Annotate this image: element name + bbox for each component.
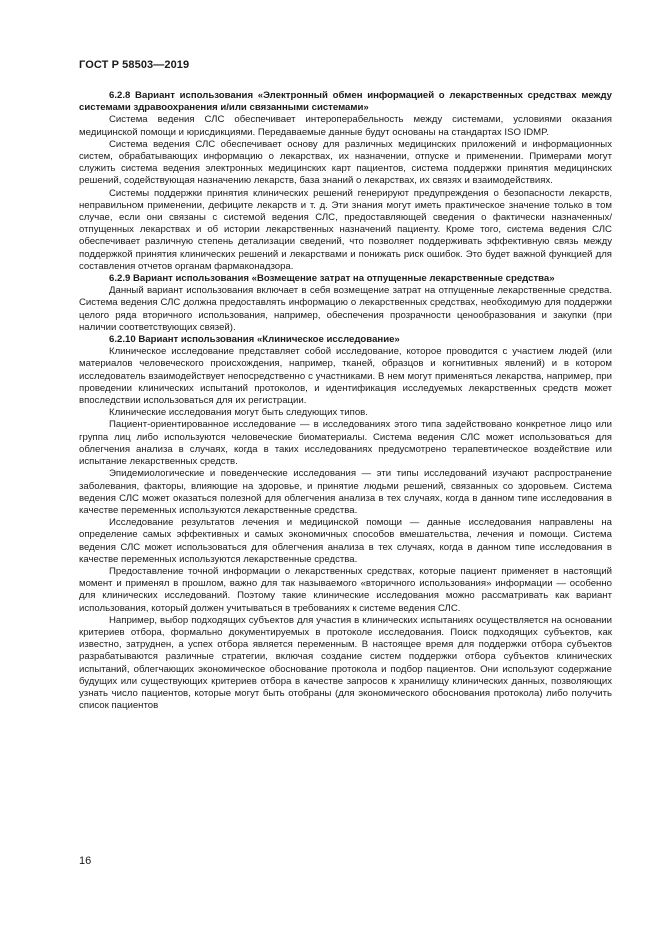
section-heading-6-2-8: 6.2.8 Вариант использования «Электронный обмен информацией о лекарственных средствах между системами здравоохранения и/или связанными системами» [79,90,612,114]
paragraph: Исследование результатов лечения и медицинской помощи — данные исследования направлены на определение самых эффективных и самых экономичных способов вмешательства, лечения и помощи. Система ведения СЛС может использоваться для облегчения анализа в тех случаях, когда в данном типе исследования в качестве переменных используются лекарственные средства. [79,517,612,565]
paragraph: Система ведения СЛС обеспечивает основу для различных медицинских приложений и информационных систем, обрабатывающих информацию о лекарствах, их назначении, отпуске и применении. Примерами могут служить система ведения электронных медицинских карт пациентов, система поддержки принятия медицинских решений, содействующая назначению лекарств, база знаний о лекарствах, их связях и взаимодействиях. [79,138,612,187]
paragraph: Например, выбор подходящих субъектов для участия в клинических испытаниях осуществляется на основании критериев отбора, формально документируемых в протоколе исследования. Поиск подходящих субъектов, как известно, затруднен, а успех отбора является переменным. В настоящее время для поддержки отбора субъектов разрабатываются различные стратегии, включая создание систем поддержки отбора субъектов клинических испытаний, облегчающих экономическое обоснование протокола и подбор пациентов. Они используют содержание будущих или существующих критериев отбора в качестве запросов к хранилищу клинических данных, позволяющих узнать число пациентов, которые могут быть отобраны (для экономического обоснования протокола) либо получить список пациентов [79,614,612,712]
paragraph: Клинические исследования могут быть следующих типов. [109,407,368,419]
paragraph: Эпидемиологические и поведенческие исследования — эти типы исследований изучают распространение заболевания, факторы, влияющие на здоровье, и принятие людьми решений, связанных со здоровьем. Система ведения СЛС может оказаться полезной для облегчения анализа в тех случаях, когда в данном типе исследования в качестве переменных используются лекарственные средства. [79,468,612,516]
paragraph: Данный вариант использования включает в себя возмещение затрат на отпущенные лекарственные средства. Система ведения СЛС должна предоставлять информацию о лекарственных средствах, необходимую для поддержки целого ряда вторичного использования, например, обеспечения прозрачности ценообразования и закупки (при наличии соответствующих связей). [79,285,612,333]
section-heading-6-2-10: 6.2.10 Вариант использования «Клиническое исследование» [109,334,400,346]
paragraph: Пациент-ориентированное исследование — в исследованиях этого типа задействовано конкретное лицо или группа лиц либо используются человеческие биоматериалы. Система ведения СЛС может использоваться для облегчения анализа в случаях, когда в таких исследованиях предусмотрено терапевтическое воздействие или испытание лекарственных средств. [79,419,612,468]
document-header: ГОСТ Р 58503—2019 [79,59,190,71]
document-body [79,90,612,712]
page-number: 16 [79,855,92,867]
section-heading-6-2-9: 6.2.9 Вариант использования «Возмещение затрат на отпущенные лекарственные средства» [109,273,555,285]
paragraph: Предоставление точной информации о лекарственных средствах, которые пациент применяет в настоящий момент и применял в прошлом, важно для так называемого «вторичного использования» информации — особенно для клинических исследований. Поэтому такие клинические исследования можно рассматривать как вариант использования, который должен учитываться в требованиях к системе ведения СЛС. [79,565,612,614]
paragraph: Система ведения СЛС обеспечивает интероперабельность между системами, условиями оказания медицинской помощи и юрисдикциями. Передаваемые данные будут основаны на стандартах ISO IDMP. [79,114,612,138]
paragraph: Системы поддержки принятия клинических решений генерируют предупреждения о безопасности лекарств, неправильном применении, дефиците лекарств и т. д. Эти знания могут иметь практическое значение только в том случае, если они связаны с системой ведения СЛС, предоставляющей сведения о фактически назначенных/отпущенных лекарствах и об истории лекарственных назначений пациенту. Кроме того, система ведения СЛС обеспечивает различную степень детализации сведений, что позволяет поддерживать эффективную связь между поддержкой принятия клинических решений и лекарствами и понижать риск ошибок. Это будет важной функцией для составления отчетов органам фармаконадзора. [79,187,612,272]
paragraph: Клиническое исследование представляет собой исследование, которое проводится с участием людей (или материалов человеческого происхождения, например, тканей, образцов и когнитивных явлений) и в котором исследователь взаимодействует непосредственно с участниками. В нем могут применяться лекарства, например, при проведении клинических испытаний протоколов, и идентификация исследуемых лекарственных средств может впоследствии использоваться для их регистрации. [79,346,612,407]
